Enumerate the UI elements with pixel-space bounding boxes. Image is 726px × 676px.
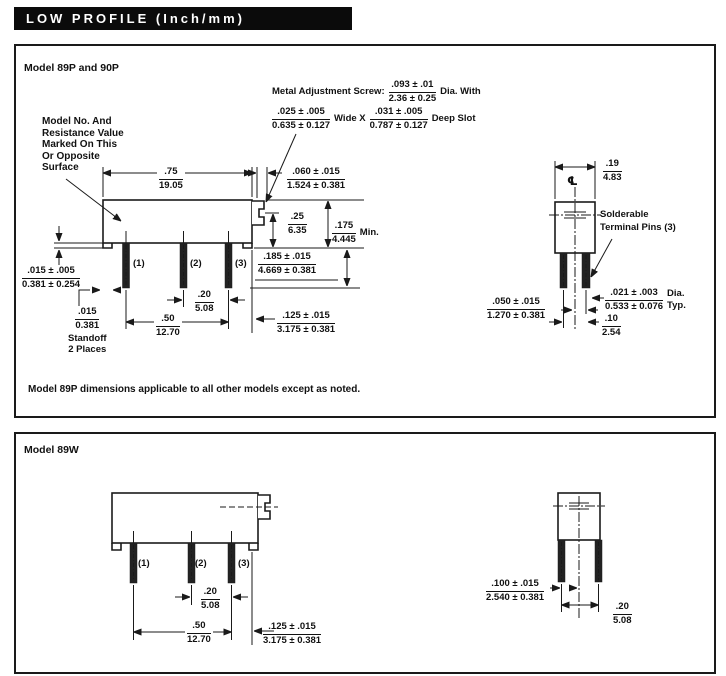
section-title: LOW PROFILE (Inch/mm) — [26, 11, 245, 26]
pin-label-3: (3) — [235, 258, 247, 269]
dim-pin-edge: $\frac{.125 \pm .015}{3.175 \pm 0.381}$ — [263, 621, 322, 646]
dim-pin-length: $\frac{.185 \pm .015}{4.669 \pm 0.381}$ — [258, 251, 317, 276]
dim-screw-length: $\frac{.060 \pm .015}{1.524 \pm 0.381}$ — [287, 166, 346, 191]
dim-side-pin-pitch: $\frac{.10}{2.54}$ — [602, 313, 621, 338]
dim-standoff-height: $\frac{.015 \pm .005}{0.381 \pm 0.254}$ — [22, 265, 81, 290]
dim-pin-spacing-small: $\frac{.20}{5.08}$ — [201, 586, 220, 611]
dim-pin-min: $\frac{.175}{4.445}$ Min. — [332, 220, 379, 245]
dim-side-row-offset: $\frac{.100 \pm .015}{2.540 \pm 0.381}$ — [486, 578, 545, 603]
solderable-pins-note: Solderable Terminal Pins (3) — [600, 209, 676, 233]
centerline-icon: ℄ — [567, 174, 578, 188]
drawing-89w-linework — [16, 434, 710, 668]
dim-side-depth: $\frac{.19}{4.83}$ — [603, 158, 622, 183]
panel-89p-90p — [14, 44, 716, 418]
pin-label-2: (2) — [195, 558, 207, 569]
section-title-bar — [14, 7, 352, 30]
pin-label-1: (1) — [138, 558, 150, 569]
side-view-pins — [558, 540, 602, 582]
dim-side-pin-dia: $\frac{.021 \pm .003}{0.533 \pm 0.076}$ Dia. Typ. — [605, 287, 686, 312]
dim-pin-spacing-large: $\frac{.50}{12.70}$ — [156, 313, 180, 338]
side-view-dimension-lines — [550, 584, 599, 612]
pin-label-2: (2) — [190, 258, 202, 269]
pin-label-3: (3) — [238, 558, 250, 569]
dim-body-height: $\frac{.25}{6.35}$ — [288, 211, 307, 236]
marking-note: Model No. And Resistance Value Marked On This Or Opposite Surface — [42, 116, 124, 174]
pin-label-1: (1) — [133, 258, 145, 269]
dim-side-pin-pitch: $\frac{.20}{5.08}$ — [613, 601, 632, 626]
panel2-heading: Model 89W — [24, 444, 79, 456]
panel1-footnote: Model 89P dimensions applicable to all other models except as noted. — [28, 384, 361, 395]
panel1-heading: Model 89P and 90P — [24, 62, 119, 74]
dim-side-row-offset: $\frac{.050 \pm .015}{1.270 \pm 0.381}$ — [487, 296, 546, 321]
panel-89w — [14, 432, 716, 674]
dim-pin-spacing-large: $\frac{.50}{12.70}$ — [187, 620, 211, 645]
dim-pin-spacing-small: $\frac{.20}{5.08}$ — [195, 289, 214, 314]
screw-note: Metal Adjustment Screw: $\frac{.093 \pm .01}{2.36 \pm 0.25}$ Dia. With $\frac{.025 \pm .005}{0.635 \pm 0.127}$ Wide X $\frac{.031 \pm .005}{0.787 \pm 0.127}$ Deep Slot — [272, 79, 481, 131]
dim-standoff: $\frac{.015}{0.381}$ Standoff 2 Places — [68, 306, 107, 355]
dim-pin-edge: $\frac{.125 \pm .015}{3.175 \pm 0.381}$ — [277, 310, 336, 335]
dim-body-width: $\frac{.75}{19.05}$ — [159, 166, 183, 191]
